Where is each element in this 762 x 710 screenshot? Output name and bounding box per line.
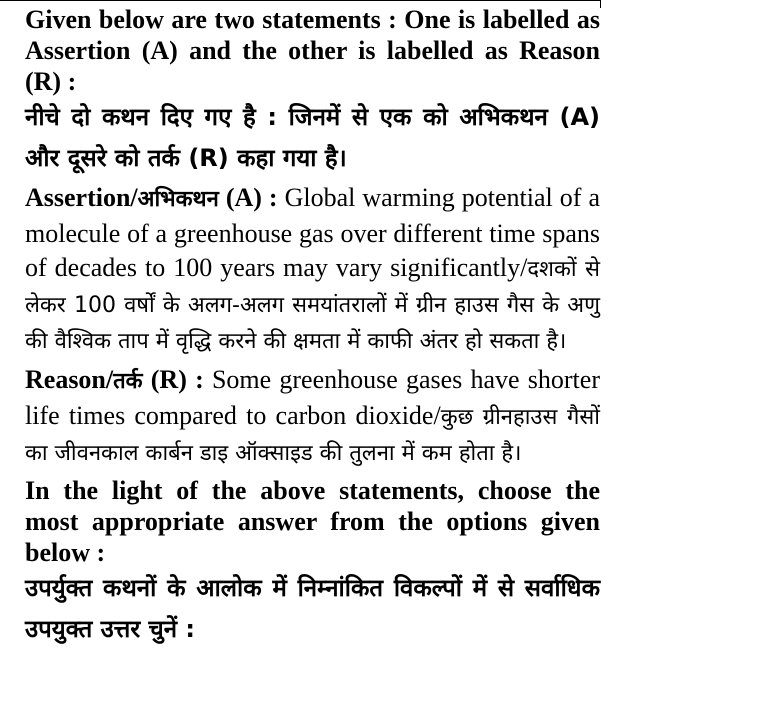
question-document: [25, 4, 600, 650]
reason-statement: [25, 363, 600, 471]
intro-hindi: नीचे दो कथन दिए गए है : जिनमें से एक को अभिकथन (A) और दूसरे को तर्क (R) कहा गया है।: [25, 103, 600, 172]
assertion-text-hindi: दशकों से लेकर 100 वर्षों के अलग-अलग समयांतरालों में ग्रीन हाउस गैस के अणु की वैश्विक ताप में वृद्धि करने की क्षमता में काफी अंतर हो सकता है।: [25, 257, 600, 354]
intro-english: Given below are two statements : One is labelled as Assertion (A) and the other is labelled as Reason (R) :: [25, 5, 600, 96]
reason-tag: (R) :: [142, 365, 212, 394]
assertion-statement: [25, 181, 600, 359]
assertion-text-english: Global warming potential of a molecule of a greenhouse gas over different time spans of decades to 100 years may vary significantly/: [25, 183, 600, 282]
assertion-tag: (A) :: [218, 183, 285, 212]
top-border: [0, 0, 601, 1]
assertion-label-english: Assertion/: [25, 183, 138, 212]
reason-label-hindi: तर्क: [113, 369, 143, 394]
reason-text-english: Some greenhouse gases have shorter life times compared to carbon dioxide/: [25, 365, 600, 430]
reason-text-hindi: कुछ ग्रीनहाउस गैसों का जीवनकाल कार्बन डाइ ऑक्साइड की तुलना में कम होता है।: [25, 405, 600, 466]
side-border: [600, 0, 601, 8]
reason-label-english: Reason/: [25, 365, 114, 394]
question-english: In the light of the above statements, choose the most appropriate answer from the options given below :: [25, 476, 600, 567]
question-hindi: उपर्युक्त कथनों के आलोक में निम्नांकित विकल्पों में से सर्वाधिक उपयुक्त उत्तर चुनें :: [25, 574, 600, 643]
assertion-label-hindi: अभिकथन: [137, 187, 219, 212]
